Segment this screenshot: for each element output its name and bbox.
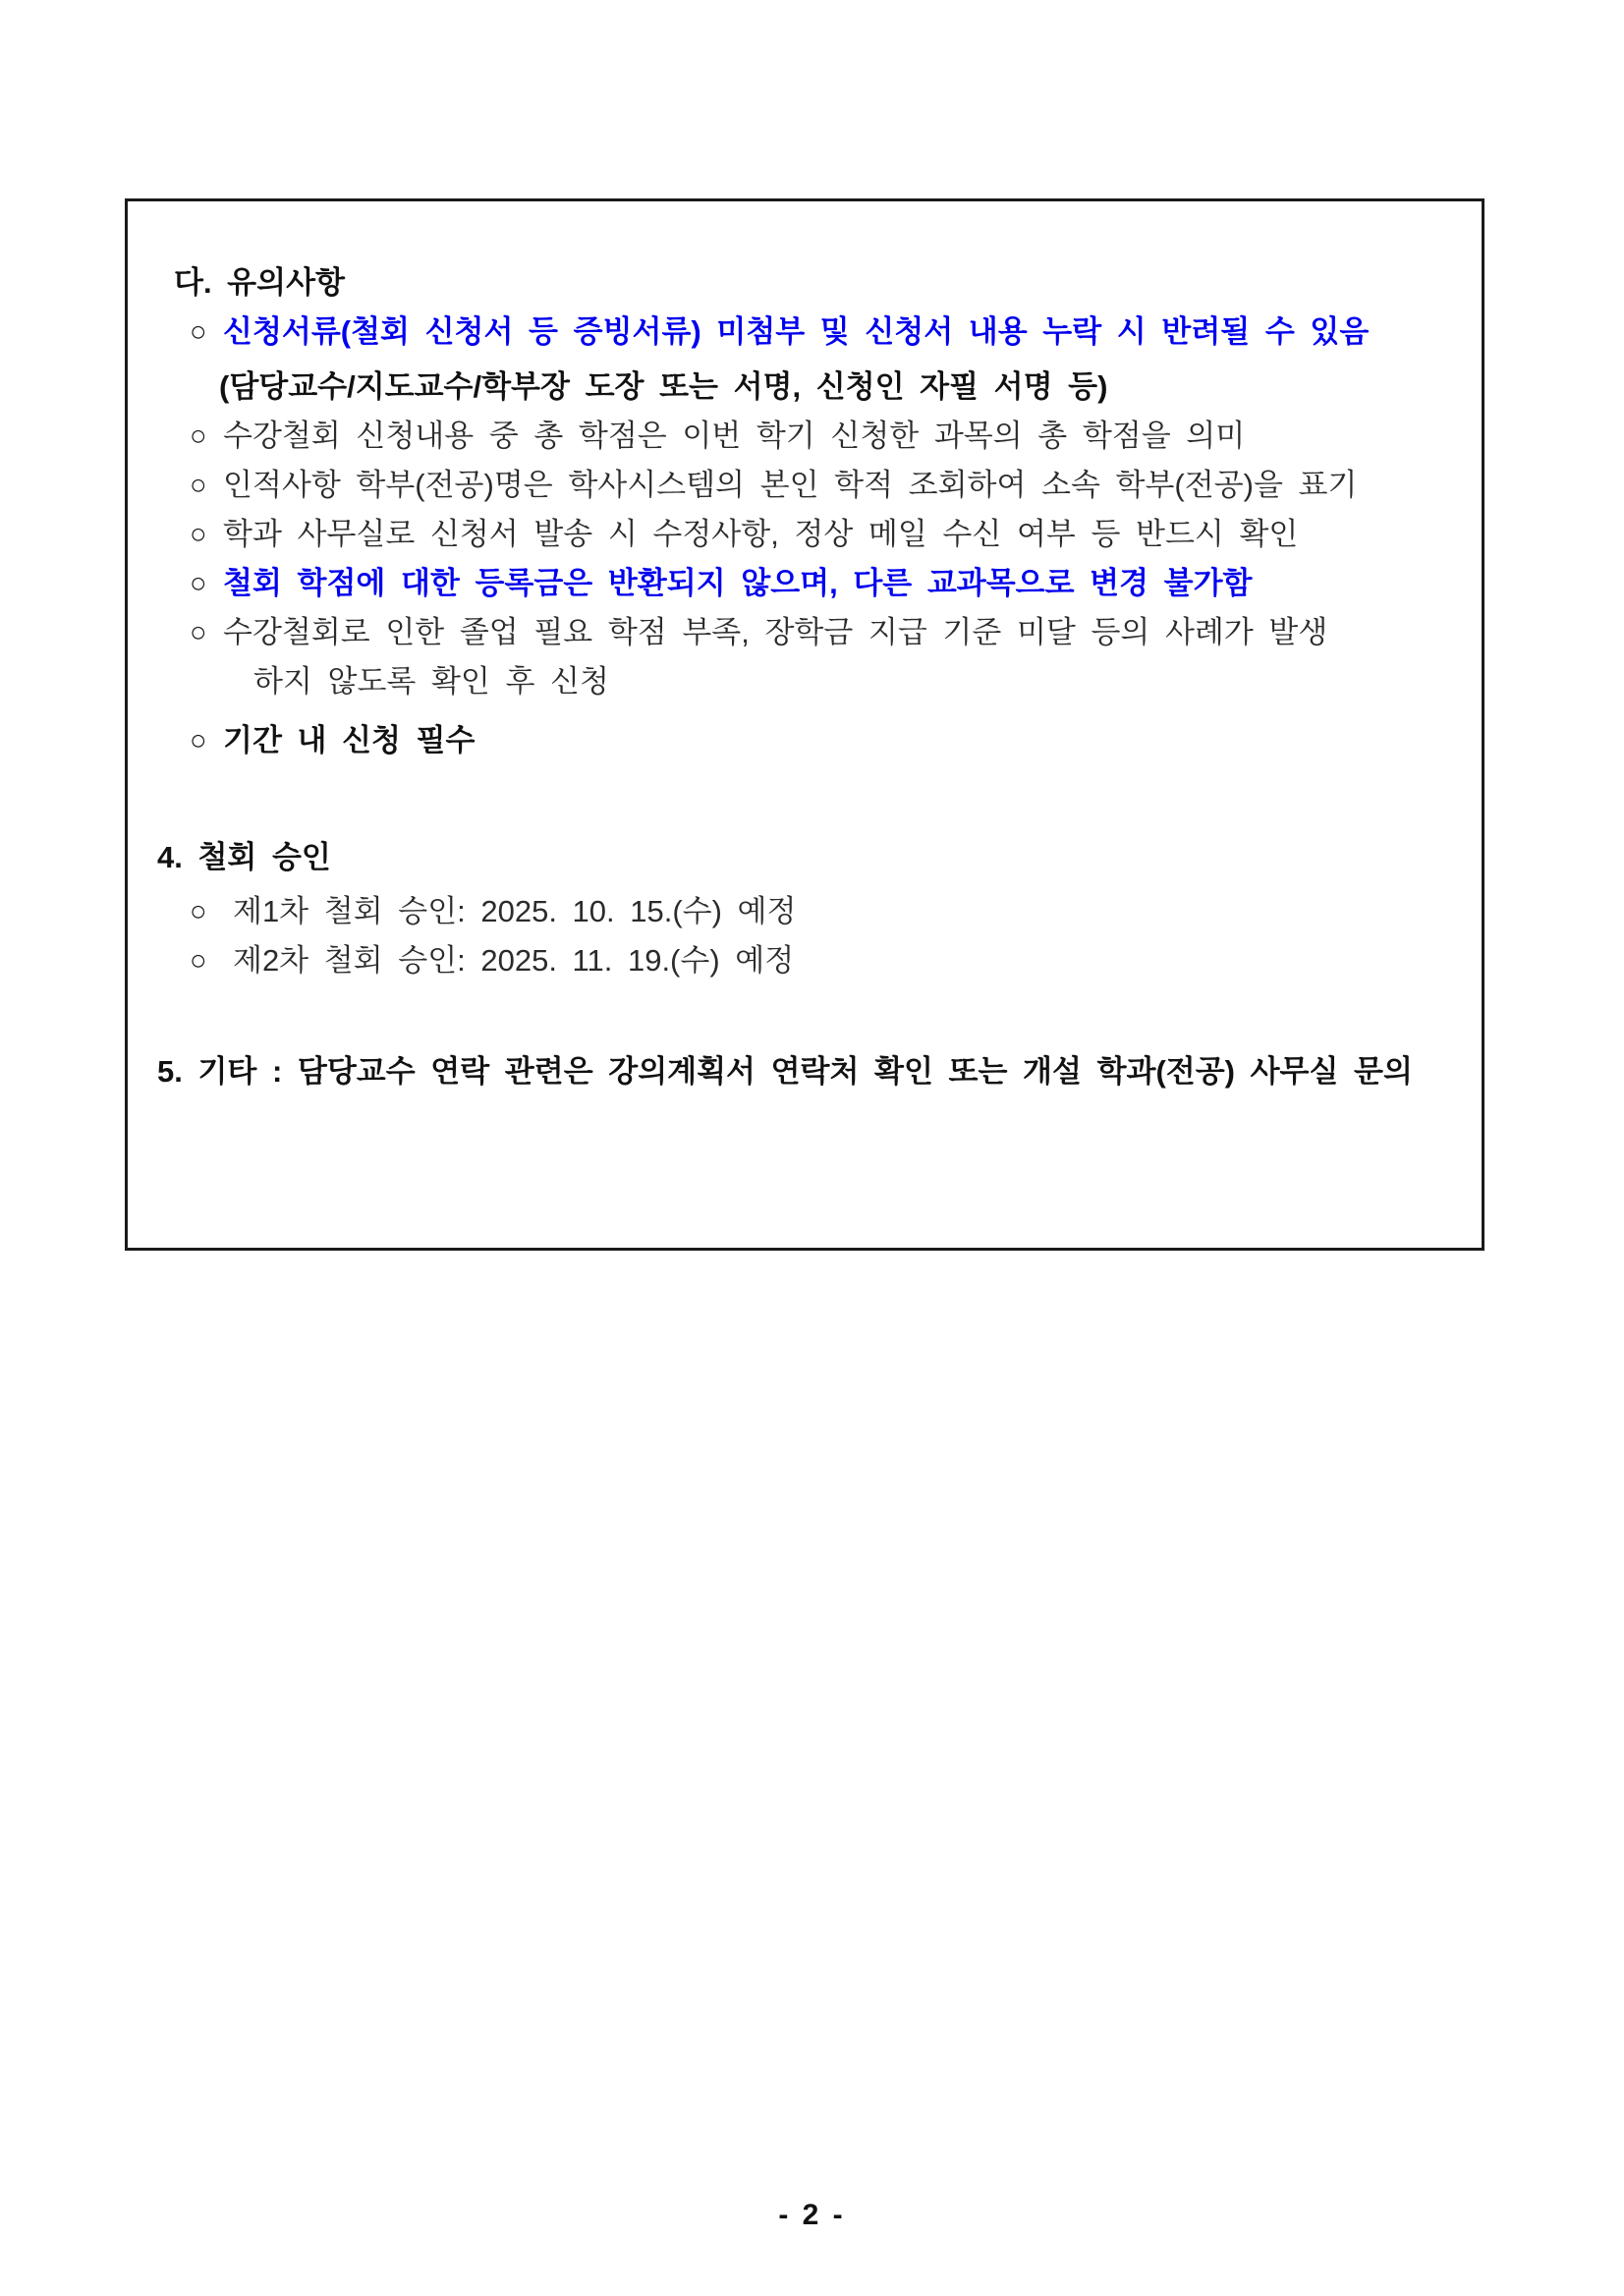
section-4-title-text: 4. 철회 승인 [157,840,331,874]
section-c-title [174,258,1478,308]
notice-item-continuation [253,657,1478,706]
circle-bullet-icon: ○ [190,945,207,977]
notice-item-text: 기간 내 신청 필수 [223,723,476,757]
notice-item [190,716,1478,765]
approval-item-text: 제2차 철회 승인: 2025. 11. 19.(수) 예정 [233,943,795,978]
notice-item-text: 학과 사무실로 신청서 발송 시 수정사항, 정상 메일 수신 여부 등 반드시 확인 [223,517,1299,551]
approval-item [190,887,1478,936]
notice-item-continuation [219,363,1478,412]
page-number [0,2199,1624,2232]
section-c-title-text: 다. 유의사항 [174,265,345,300]
circle-bullet-icon: ○ [190,420,207,452]
notice-item-text: 수강철회로 인한 졸업 필요 학점 부족, 장학금 지급 기준 미달 등의 사례가 발생 [223,615,1328,649]
notice-item [190,461,1478,510]
notice-box [125,198,1484,1251]
circle-bullet-icon: ○ [190,470,207,501]
notice-item-text: (담당교수/지도교수/학부장 도장 또는 서명, 신청인 자필 서명 등) [219,369,1108,404]
notice-item [190,308,1478,357]
approval-item [190,936,1478,985]
notice-item [190,608,1478,657]
notice-item-text: 수강철회 신청내용 중 총 학점은 이번 학기 신청한 과목의 총 학점을 의미 [223,419,1246,453]
notice-item-text: 철회 학점에 대한 등록금은 반환되지 않으며, 다른 교과목으로 변경 불가함 [223,566,1253,600]
section-5-title [157,1047,1478,1096]
notice-item-text: 인적사항 학부(전공)명은 학사시스템의 본인 학적 조회하여 소속 학부(전공)을 표기 [223,468,1358,502]
circle-bullet-icon: ○ [190,896,207,927]
notice-item [190,559,1478,608]
notice-content [128,201,1482,1096]
circle-bullet-icon: ○ [190,568,207,599]
notice-item [190,412,1478,461]
notice-item [190,510,1478,559]
section-5-title-text: 5. 기타 : 담당교수 연락 관련은 강의계획서 연락처 확인 또는 개설 학과(전공) 사무실 문의 [157,1054,1413,1089]
section-4-title [157,833,1478,882]
circle-bullet-icon: ○ [190,617,207,648]
circle-bullet-icon: ○ [190,725,207,756]
notice-item-text: 하지 않도록 확인 후 신청 [253,664,609,699]
circle-bullet-icon: ○ [190,316,207,348]
approval-item-text: 제1차 철회 승인: 2025. 10. 15.(수) 예정 [233,894,797,928]
notice-item-text: 신청서류(철회 신청서 등 증빙서류) 미첨부 및 신청서 내용 누락 시 반려될 수 있음 [223,314,1370,349]
circle-bullet-icon: ○ [190,519,207,550]
page-number-text: - 2 - [778,2199,846,2231]
